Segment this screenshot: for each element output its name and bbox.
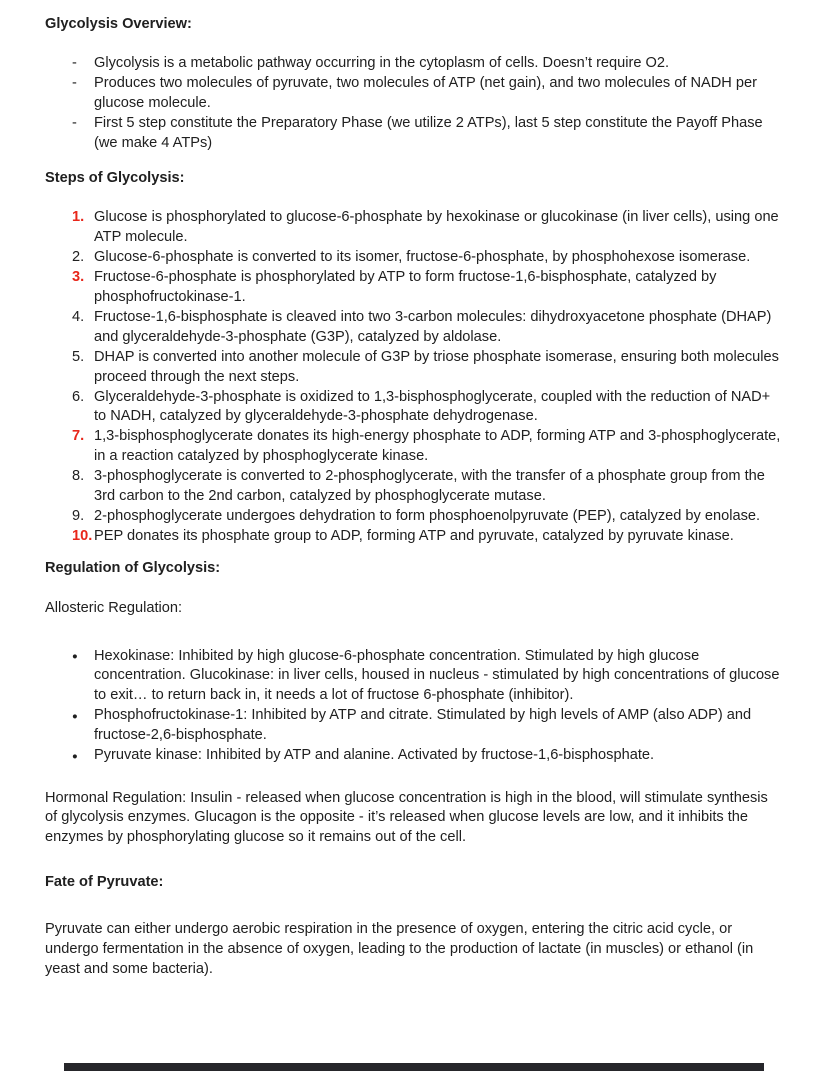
numbered-item [72, 308, 783, 348]
item-text: PEP donates its phosphate group to ADP, forming ATP and pyruvate, catalyzed by pyruvate kinase. [94, 527, 734, 544]
steps-numbered-list [45, 208, 783, 546]
dash-marker: - [72, 54, 77, 71]
bullet-marker: ● [72, 750, 78, 762]
bullet-marker: ● [72, 651, 78, 663]
item-text: Fructose-1,6-bisphosphate is cleaved into two 3-carbon molecules: dihydroxyacetone phosphate (DHAP) and glyceraldehyde-3-phosphate (G3P), catalyzed by aldolase. [94, 308, 772, 345]
item-number: 6. [72, 388, 85, 405]
list-item-text: Glycolysis is a metabolic pathway occurring in the cytoplasm of cells. Doesn’t require O2. [94, 54, 670, 71]
bullet-item-text: Phosphofructokinase-1: Inhibited by ATP and citrate. Stimulated by high levels of AMP (also ADP) and fructose-2,6-bisphosphate. [94, 707, 752, 744]
item-text: Fructose-6-phosphate is phosphorylated by ATP to form fructose-1,6-bisphosphate, catalyzed by phosphofructokinase-1. [94, 269, 717, 305]
list-item-text: Produces two molecules of pyruvate, two molecules of ATP (net gain), and two molecules of NADH per glucose molecule. [94, 74, 757, 111]
bullet-item-text: Hexokinase: Inhibited by high glucose-6-phosphate concentration. Stimulated by high glucose concentration. Glucokinase: in liver cells, housed in nucleus - stimulated by high concentrations of glucose to exit… to return back in, it needs a lot of fructose 6-phosphate (inhibitor). [94, 647, 780, 704]
embedded-image-edge [64, 1063, 764, 1071]
item-number: 8. [72, 468, 85, 485]
list-item [72, 54, 783, 74]
numbered-item [72, 427, 783, 467]
item-number: 2. [72, 249, 85, 266]
numbered-item [72, 268, 783, 308]
numbered-item [72, 507, 783, 527]
hormonal-regulation-paragraph: Hormonal Regulation: Insulin - released when glucose concentration is high in the blood, will stimulate synthesis of glycolysis enzymes. Glucagon is the opposite - it’s released when glucose levels are low, and it inhibits the enzymes by phosphorylating glucose so it remains out of the cell. [45, 789, 768, 846]
item-number: 10. [72, 527, 93, 544]
item-number: 5. [72, 348, 85, 365]
numbered-item [72, 208, 783, 248]
bullet-item [72, 746, 783, 766]
numbered-item [72, 348, 783, 388]
item-text: Glucose-6-phosphate is converted to its isomer, fructose-6-phosphate, by phosphohexose isomerase. [94, 249, 751, 266]
overview-dash-list [45, 54, 783, 154]
section-heading-regulation: Regulation of Glycolysis: [45, 559, 221, 576]
item-number: 9. [72, 507, 85, 524]
list-item-text: First 5 step constitute the Preparatory Phase (we utilize 2 ATPs), last 5 step constitute the Payoff Phase (we make 4 ATPs) [94, 114, 763, 151]
item-text: Glucose is phosphorylated to glucose-6-phosphate by hexokinase or glucokinase (in liver cells), using one ATP molecule. [94, 209, 779, 246]
item-number: 3. [72, 269, 85, 286]
item-number: 1. [72, 209, 85, 226]
bullet-marker: ● [72, 710, 78, 722]
item-text: 1,3-bisphosphoglycerate donates its high-energy phosphate to ADP, forming ATP and 3-phosphoglycerate, in a reaction catalyzed by phosphoglycerate kinase. [94, 428, 781, 465]
regulation-bullet-list [45, 647, 783, 767]
numbered-item [72, 388, 783, 428]
dash-marker: - [72, 74, 77, 91]
item-text: 3-phosphoglycerate is converted to 2-phosphoglycerate, with the transfer of a phosphate group from the 3rd carbon to the 2nd carbon, catalyzed by phosphoglycerate mutase. [94, 468, 765, 505]
item-text: 2-phosphoglycerate undergoes dehydration to form phosphoenolpyruvate (PEP), catalyzed by enolase. [94, 507, 761, 524]
section-heading-fate: Fate of Pyruvate: [45, 874, 164, 891]
bullet-item [72, 647, 783, 707]
numbered-item [72, 248, 783, 268]
list-item [72, 74, 783, 114]
numbered-item [72, 527, 783, 547]
section-heading-steps: Steps of Glycolysis: [45, 170, 185, 187]
allosteric-regulation-label: Allosteric Regulation: [45, 599, 183, 616]
item-number: 4. [72, 308, 85, 325]
section-heading-overview: Glycolysis Overview: [45, 16, 192, 32]
item-number: 7. [72, 428, 85, 445]
list-item [72, 114, 783, 154]
dash-marker: - [72, 114, 77, 131]
numbered-item [72, 467, 783, 507]
item-text: Glyceraldehyde-3-phosphate is oxidized to 1,3-bisphosphoglycerate, coupled with the reduction of NAD+ to NADH, catalyzed by glyceraldehyde-3-phosphate dehydrogenase. [94, 388, 771, 425]
fate-paragraph: Pyruvate can either undergo aerobic respiration in the presence of oxygen, entering the citric acid cycle, or undergo fermentation in the absence of oxygen, leading to the production of lactate (in muscles) or ethanol (in yeast and some bacteria). [45, 921, 754, 977]
item-text: DHAP is converted into another molecule of G3P by triose phosphate isomerase, ensuring both molecules proceed through the next steps. [94, 348, 779, 385]
bullet-item [72, 706, 783, 746]
bullet-item-text: Pyruvate kinase: Inhibited by ATP and alanine. Activated by fructose-1,6-bisphosphate. [94, 747, 655, 764]
